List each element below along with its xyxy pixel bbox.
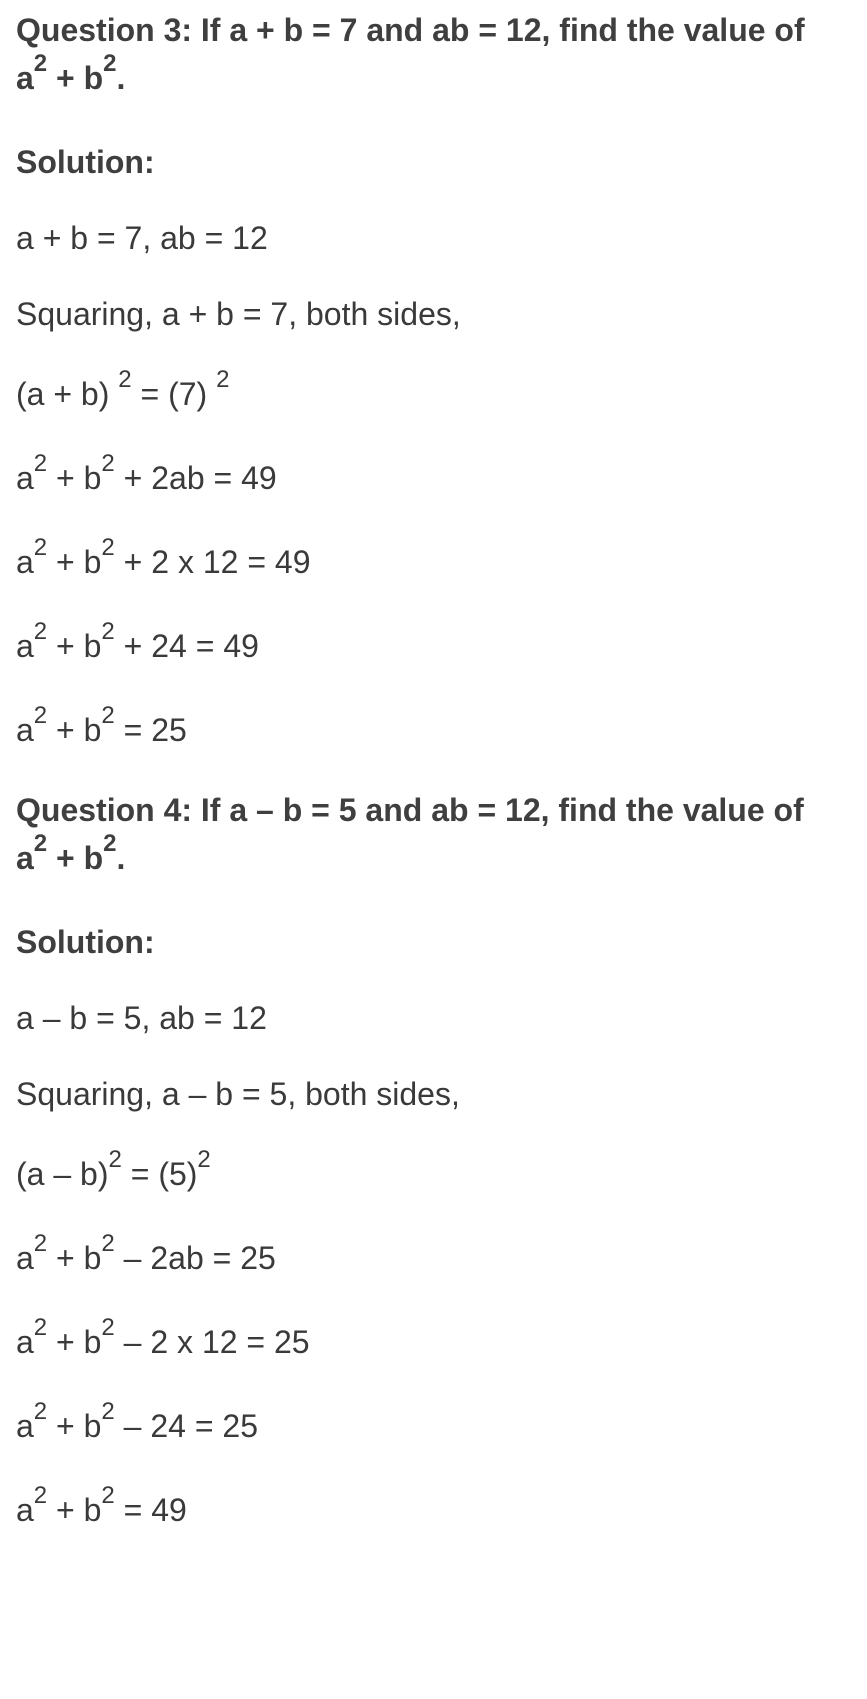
exponent: 2 (103, 830, 117, 858)
equation-line (16, 534, 311, 580)
expr-part: a (16, 840, 34, 876)
expr-part: + b (47, 1240, 102, 1276)
exponent: 2 (33, 1482, 48, 1510)
expr-part: – 2 x 12 = 25 (114, 1324, 310, 1360)
given-4: a – b = 5, ab = 12 (16, 1000, 267, 1036)
exponent: 2 (33, 50, 48, 78)
exponent: 2 (101, 534, 115, 562)
expr-part: a (16, 1408, 34, 1444)
question-3-title: Question 3: If a + b = 7 and ab = 12, find the value of (16, 12, 805, 48)
equation-line (16, 1398, 259, 1444)
expr-part: = (5) (121, 1156, 198, 1192)
expr-part: a (16, 544, 34, 580)
exponent: 2 (33, 450, 48, 478)
exponent: 2 (33, 1398, 48, 1426)
expr-part: a (16, 628, 34, 664)
expr-part: – 24 = 25 (114, 1408, 259, 1444)
question-4-title: Question 4: If a – b = 5 and ab = 12, find the value of (16, 792, 804, 828)
exponent: 2 (33, 1230, 48, 1258)
equation-line (16, 1146, 211, 1192)
exponent: 2 (103, 50, 117, 78)
exponent: 2 (33, 830, 48, 858)
expr-part: + b (47, 628, 102, 664)
equation-line (16, 618, 259, 664)
expr-part: a (16, 1492, 34, 1528)
expr-part: a (16, 712, 34, 748)
expr-part: a (16, 460, 34, 496)
exponent: 2 (101, 702, 115, 730)
exponent: 2 (33, 618, 48, 646)
question-3-expression (16, 50, 126, 96)
expr-part: = (7) (131, 376, 217, 412)
expr-part: . (116, 840, 126, 876)
solution-4-label: Solution: (16, 924, 155, 960)
step-4-text: Squaring, a – b = 5, both sides, (16, 1076, 460, 1112)
exponent: 2 (33, 1314, 48, 1342)
expr-part: + 2 x 12 = 49 (114, 544, 311, 580)
expr-part: + 2ab = 49 (114, 460, 277, 496)
exponent: 2 (101, 1398, 115, 1426)
step-3-text: Squaring, a + b = 7, both sides, (16, 296, 461, 332)
expr-part: = 25 (114, 712, 187, 748)
expr-part: . (116, 60, 126, 96)
expr-part: a (16, 60, 34, 96)
expr-part: + b (47, 1324, 102, 1360)
expr-part: a (16, 1324, 34, 1360)
exponent: 2 (101, 1230, 115, 1258)
expr-part: + b (47, 840, 104, 876)
solution-3-label: Solution: (16, 144, 155, 180)
exponent: 2 (108, 1146, 122, 1174)
expr-part: + 24 = 49 (114, 628, 259, 664)
exponent: 2 (33, 702, 48, 730)
expr-part: (a + b) (16, 376, 119, 412)
exponent: 2 (197, 1146, 211, 1174)
exponent: 2 (101, 1482, 115, 1510)
equation-line (16, 366, 230, 412)
expr-part: + b (47, 1408, 102, 1444)
expr-part: = 49 (114, 1492, 187, 1528)
question-4-expression (16, 830, 126, 876)
exponent: 2 (101, 618, 115, 646)
expr-part: a (16, 1240, 34, 1276)
expr-part: + b (47, 60, 104, 96)
expr-part: (a – b) (16, 1156, 109, 1192)
expr-part: – 2ab = 25 (114, 1240, 276, 1276)
equation-line (16, 450, 277, 496)
equation-line (16, 702, 187, 748)
expr-part: + b (47, 1492, 102, 1528)
exponent: 2 (101, 450, 115, 478)
expr-part: + b (47, 712, 102, 748)
equation-line (16, 1482, 187, 1528)
equation-line (16, 1314, 310, 1360)
exponent: 2 (118, 366, 132, 394)
expr-part: + b (47, 544, 102, 580)
exponent: 2 (101, 1314, 115, 1342)
equation-line (16, 1230, 276, 1276)
exponent: 2 (216, 366, 230, 394)
expr-part: + b (47, 460, 102, 496)
exponent: 2 (33, 534, 48, 562)
given-3: a + b = 7, ab = 12 (16, 220, 268, 256)
